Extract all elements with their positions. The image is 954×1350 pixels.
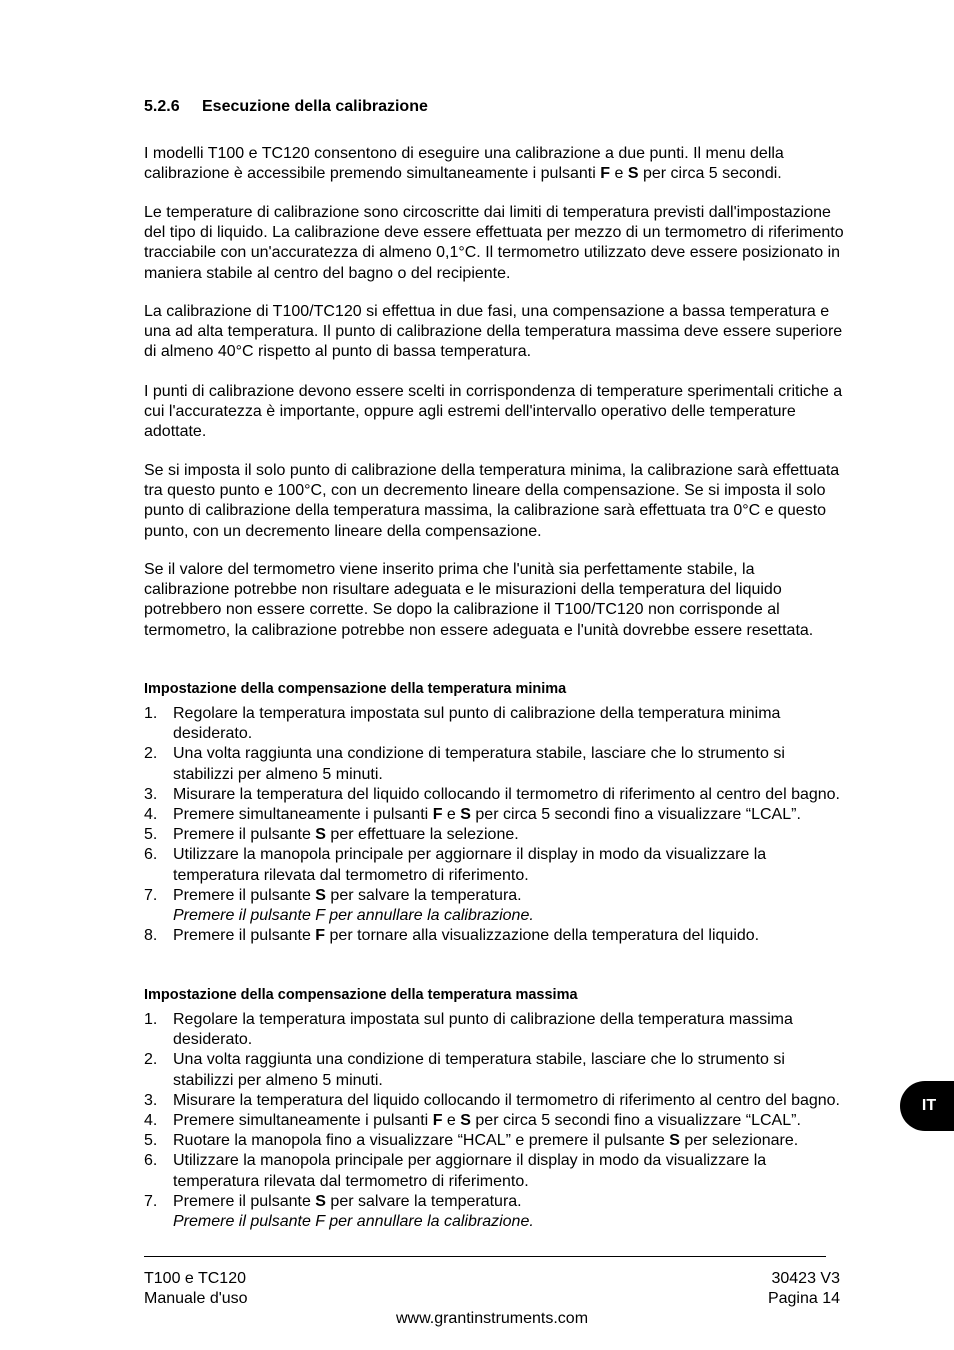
- footer-page-number: Pagina 14: [767, 1290, 840, 1308]
- conjunction: e: [614, 165, 624, 183]
- step-number: 1.: [144, 705, 158, 722]
- paragraph-stability-warning: Se il valore del termometro viene inserito prima che l'unità sia perfettamente stabile, la calibrazione potrebbe non risultare adeguata e le misurazioni della temperatura del liquido potrebbero non essere corrette. Se dopo la calibrazione il T100/TC120 non corrisponde al termometro, la calibrazione potrebbe non essere adeguata e l'unità dovrebbe essere resettata.: [144, 561, 814, 639]
- list-item: [144, 886, 844, 926]
- step-key: S: [460, 806, 471, 824]
- step-text: per selezionare.: [684, 1132, 799, 1150]
- list-item: [144, 704, 844, 744]
- step-text: e: [446, 806, 456, 824]
- step-text: per salvare la temperatura.: [330, 1192, 522, 1210]
- step-text: per circa 5 secondi fino a visualizzare “LCAL”.: [475, 806, 801, 824]
- step-text: Premere simultaneamente i pulsanti: [173, 806, 429, 824]
- step-number: 7.: [144, 886, 158, 904]
- step-text: Utilizzare la manopola principale per aggiornare il display in modo da visualizzare la temperatura rilevata dal termometro di riferimento.: [173, 846, 767, 884]
- step-text: Premere il pulsante: [173, 826, 311, 844]
- step-text: per circa 5 secondi fino a visualizzare “LCAL”.: [475, 1112, 801, 1130]
- footer-doc-code: 30423 V3: [771, 1270, 840, 1287]
- paragraph-text: per circa 5 secondi.: [642, 165, 782, 183]
- step-text: Premere il pulsante: [173, 1192, 311, 1210]
- step-key: S: [669, 1132, 680, 1150]
- paragraph-intro: [144, 144, 844, 184]
- step-text: Regolare la temperatura impostata sul punto di calibrazione della temperatura minima desiderato.: [173, 705, 781, 743]
- step-key: S: [460, 1112, 471, 1130]
- step-number: 4.: [144, 806, 158, 824]
- list-item: [144, 1131, 844, 1151]
- key-f: F: [600, 165, 611, 183]
- step-key: S: [315, 826, 326, 844]
- footer-left: [144, 1269, 248, 1309]
- step-text: e: [446, 1112, 456, 1130]
- step-text: Una volta raggiunta una condizione di temperatura stabile, lasciare che lo strumento si stabilizzi per almeno 5 minuti.: [173, 1051, 785, 1089]
- step-number: 2.: [144, 1051, 158, 1069]
- list-item: [144, 825, 844, 845]
- paragraph-temperature-limits: Le temperature di calibrazione sono circoscritte dai limiti di temperatura previsti dall'impostazione del tipo di liquido. La calibrazione deve essere effettuata per mezzo di un termometro di riferimento tracciabile con un'accuratezza di almeno 0,1°C. Il termometro utilizzato deve essere posizionato in maniera stabile al centro del bagno o del recipiente.: [144, 204, 844, 282]
- step-key: F: [315, 927, 326, 945]
- step-note: Premere il pulsante F per annullare la calibrazione.: [173, 1213, 534, 1231]
- paragraph-two-phases: La calibrazione di T100/TC120 si effettua in due fasi, una compensazione a bassa temperatura e una ad alta temperatura. Il punto di calibrazione della temperatura massima deve essere superiore di almeno 40°C rispetto al punto di bassa temperatura.: [144, 303, 843, 361]
- step-number: 5.: [144, 1132, 158, 1150]
- list-item: [144, 926, 844, 946]
- footer-website: www.grantinstruments.com: [395, 1310, 589, 1327]
- step-number: 7.: [144, 1192, 158, 1210]
- paragraph-max-only: Se si imposta il solo punto di calibrazione della temperatura massima, la calibrazione sarà effettuata tra 0°C e questo punto, con un decremento lineare della compensazione.: [144, 482, 827, 540]
- list-item: [144, 845, 844, 885]
- list-item: [144, 1010, 844, 1050]
- list-item: [144, 805, 844, 825]
- list-item: [144, 1091, 844, 1111]
- step-text: Utilizzare la manopola principale per aggiornare il display in modo da visualizzare la temperatura rilevata dal termometro di riferimento.: [173, 1152, 767, 1190]
- paragraph-text: I modelli T100 e TC120 consentono di eseguire una calibrazione a due punti. Il menu della calibrazione è accessibile premendo simultaneamente i pulsanti: [144, 145, 784, 183]
- step-text: Ruotare la manopola fino a visualizzare “HCAL” e premere il pulsante: [173, 1132, 665, 1150]
- step-number: 6.: [144, 846, 158, 864]
- step-text: Misurare la temperatura del liquido collocando il termometro di riferimento al centro del bagno.: [173, 785, 840, 803]
- language-tab: IT: [900, 1081, 954, 1131]
- step-number: 8.: [144, 927, 158, 945]
- step-key: S: [315, 1192, 326, 1210]
- step-text: per salvare la temperatura.: [330, 886, 522, 904]
- list-item: [144, 1111, 844, 1131]
- footer-manual: Manuale d'uso: [144, 1290, 248, 1308]
- footer-right: [768, 1269, 840, 1309]
- step-text: Premere simultaneamente i pulsanti: [173, 1112, 429, 1130]
- min-steps-list: [144, 704, 844, 946]
- step-text: Premere il pulsante: [173, 886, 311, 904]
- key-s: S: [627, 165, 639, 183]
- step-note: Premere il pulsante F per annullare la calibrazione.: [173, 907, 534, 925]
- section-title: Esecuzione della calibrazione: [202, 98, 428, 115]
- section-heading: [144, 98, 428, 116]
- paragraph-calibration-points: I punti di calibrazione devono essere scelti in corrispondenza di temperature sperimentali critiche a cui l'accuratezza è importante, oppure agli estremi dell'intervallo operativo delle temperature adottate.: [144, 383, 843, 441]
- step-number: 1.: [144, 1011, 158, 1028]
- step-key: F: [432, 806, 443, 824]
- paragraph-min-only: Se si imposta il solo punto di calibrazione della temperatura minima, la calibrazione sarà effettuata tra questo punto e 100°C, con un decremento lineare della compensazione.: [144, 462, 840, 500]
- step-text: Una volta raggiunta una condizione di temperatura stabile, lasciare che lo strumento si stabilizzi per almeno 5 minuti.: [173, 745, 785, 783]
- step-number: 4.: [144, 1112, 158, 1130]
- max-steps-list: [144, 1010, 844, 1232]
- list-item: [144, 1050, 844, 1090]
- footer-divider: [144, 1256, 826, 1257]
- step-number: 5.: [144, 826, 158, 844]
- list-item: [144, 1151, 844, 1191]
- section-number: 5.2.6: [144, 98, 180, 115]
- step-number: 2.: [144, 745, 158, 763]
- step-text: Premere il pulsante: [173, 927, 311, 945]
- subheading-max-compensation: Impostazione della compensazione della temperatura massima: [144, 987, 578, 1003]
- list-item: [144, 744, 844, 784]
- step-number: 3.: [144, 1091, 158, 1109]
- footer-model: T100 e TC120: [144, 1270, 246, 1287]
- step-text: per effettuare la selezione.: [330, 826, 519, 844]
- step-key: S: [315, 886, 326, 904]
- step-number: 6.: [144, 1152, 158, 1170]
- step-text: per tornare alla visualizzazione della temperatura del liquido.: [329, 927, 760, 945]
- step-text: Misurare la temperatura del liquido collocando il termometro di riferimento al centro del bagno.: [173, 1091, 840, 1109]
- list-item: [144, 1192, 844, 1232]
- step-text: Regolare la temperatura impostata sul punto di calibrazione della temperatura massima desiderato.: [173, 1011, 793, 1049]
- step-key: F: [432, 1112, 443, 1130]
- step-number: 3.: [144, 785, 158, 803]
- list-item: [144, 785, 844, 805]
- subheading-min-compensation: Impostazione della compensazione della temperatura minima: [144, 681, 567, 697]
- paragraph-single-point: [144, 461, 844, 542]
